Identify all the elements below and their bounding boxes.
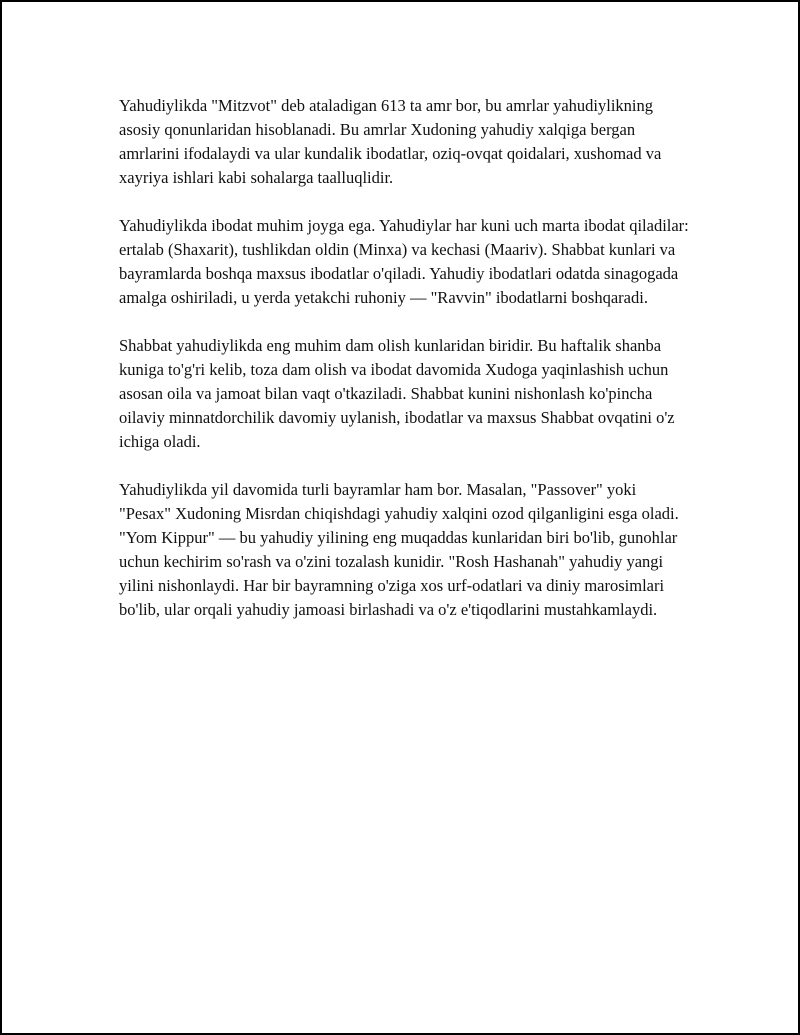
paragraph-shabbat: Shabbat yahudiylikda eng muhim dam olish kunlaridan biridir. Bu haftalik shanba kuniga to'g'ri kelib, toza dam olish va ibodat davomida Xudoga yaqinlashish uchun asosan oila va jamoat bilan vaqt o'tkaziladi. Shabbat kunini nishonlash ko'pincha oilaviy minnatdorchilik davomiy uylanish, ibodatlar va maxsus Shabbat ovqatini o'z ichiga oladi.: [119, 336, 675, 451]
document-body: [119, 94, 691, 646]
paragraph-ibodat: Yahudiylikda ibodat muhim joyga ega. Yahudiylar har kuni uch marta ibodat qiladilar: ertalab (Shaxarit), tushlikdan oldin (Minxa) va kechasi (Maariv). Shabbat kunlari va bayramlarda boshqa maxsus ibodatlar o'qiladi. Yahudiy ibodatlari odatda sinagogada amalga oshiriladi, u yerda yetakchi ruhoniy — "Ravvin" ibodatlarni boshqaradi.: [119, 216, 689, 307]
paragraph-bayramlar: Yahudiylikda yil davomida turli bayramlar ham bor. Masalan, "Passover" yoki "Pesax" Xudoning Misrdan chiqishdagi yahudiy xalqini ozod qilganligini esga oladi. "Yom Kippur" — bu yahudiy yilining eng muqaddas kunlaridan biri bo'lib, gunohlar uchun kechirim so'rash va o'zini tozalash kunidir. "Rosh Hashanah" yahudiy yangi yilini nishonlaydi. Har bir bayramning o'ziga xos urf-odatlari va diniy marosimlari bo'lib, ular orqali yahudiy jamoasi birlashadi va o'z e'tiqodlarini mustahkamlaydi.: [119, 480, 679, 619]
paragraph-mitzvot: Yahudiylikda "Mitzvot" deb ataladigan 613 ta amr bor, bu amrlar yahudiylikning asosiy qonunlaridan hisoblanadi. Bu amrlar Xudoning yahudiy xalqiga bergan amrlarini ifodalaydi va ular kundalik ibodatlar, oziq-ovqat qoidalari, xushomad va xayriya ishlari kabi sohalarga taalluqlidir.: [119, 96, 662, 187]
